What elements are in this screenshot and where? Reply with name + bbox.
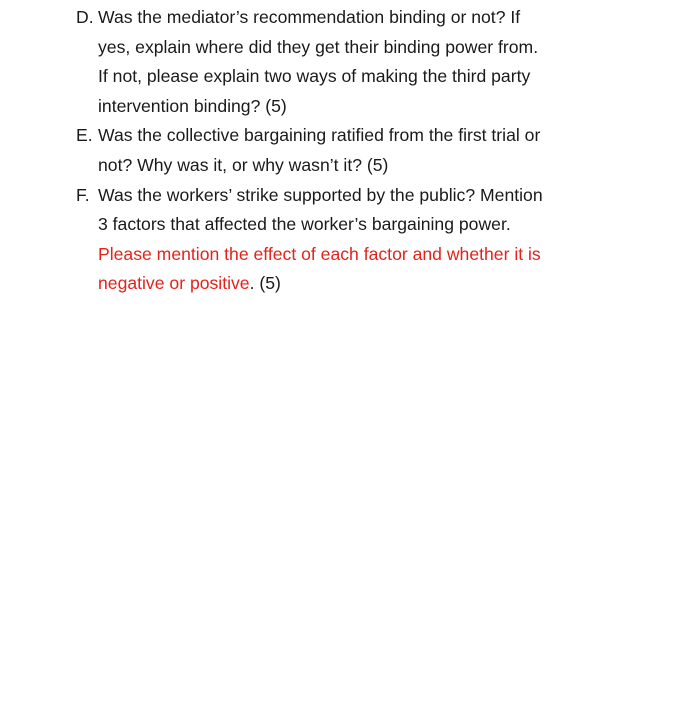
question-f-text [98,181,621,299]
question-e-line-2: not? Why was it, or why wasn’t it? (5) [98,154,389,175]
question-f-emphasis-line-2: negative or positive [98,273,250,294]
question-f-points: . (5) [249,273,281,294]
question-f [76,181,621,299]
question-e-line-1: Was the collective bargaining ratified from the first trial or [98,125,541,146]
question-d [76,3,621,121]
question-e-text [98,121,621,180]
question-f-line-1: Was the workers’ strike supported by the public? Mention [98,184,543,205]
question-d-line-3: If not, please explain two ways of making the third party [98,66,531,87]
question-d-text [98,3,621,121]
question-d-line-2: yes, explain where did they get their binding power from. [98,36,539,57]
question-f-emphasis-line-1: Please mention the effect of each factor and whether it is [98,243,541,264]
question-f-last-line [98,269,621,299]
question-d-line-4: intervention binding? (5) [98,95,287,116]
question-e [76,121,621,180]
question-f-line-2: 3 factors that affected the worker’s bargaining power. [98,214,511,235]
question-e-marker: E. [76,125,93,146]
question-list [76,3,621,299]
question-d-marker: D. [76,7,94,27]
question-f-marker: F. [76,184,90,205]
question-d-line-1: Was the mediator’s recommendation binding or not? If [98,7,521,27]
